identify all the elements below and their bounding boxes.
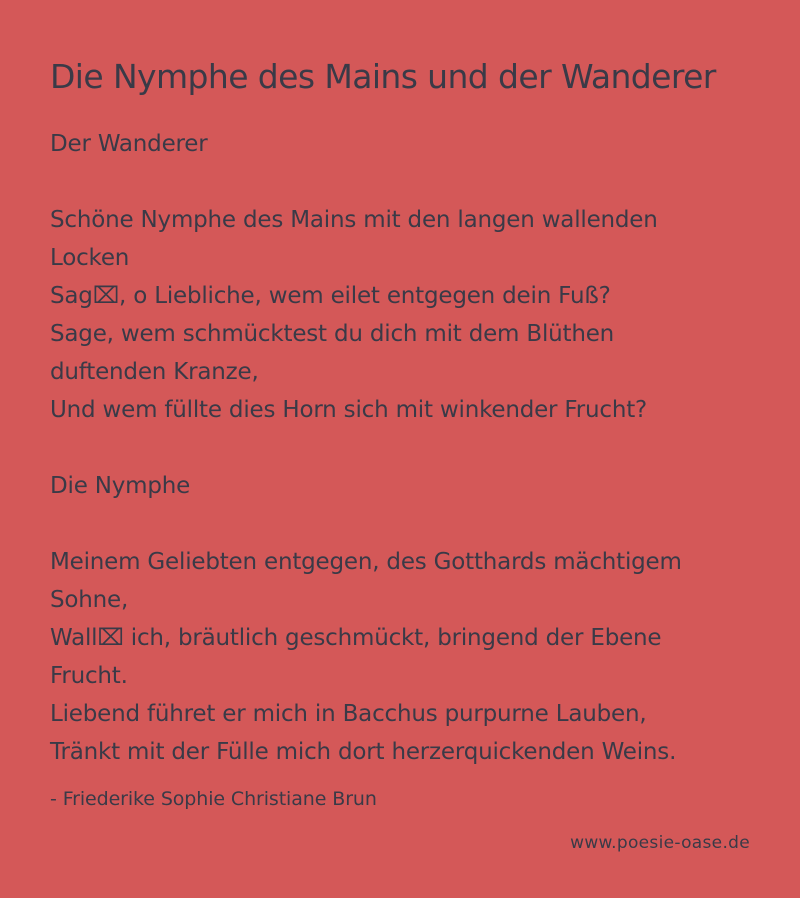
- poem-author: - Friederike Sophie Christiane Brun: [50, 788, 377, 810]
- poem-line: Tränkt mit der Fülle mich dort herzerquickenden Weins.: [50, 739, 677, 765]
- stanza-spacer: [50, 505, 770, 543]
- speaker-label: Die Nymphe: [50, 473, 191, 499]
- poem-line: Schöne Nymphe des Mains mit den langen wallenden: [50, 207, 658, 233]
- poem-line: Sohne,: [50, 587, 129, 613]
- website-link[interactable]: www.poesie-oase.de: [570, 833, 750, 853]
- poem-line: Locken: [50, 245, 130, 271]
- poem-body: [50, 125, 770, 771]
- poem-line: Liebend führet er mich in Bacchus purpurne Lauben,: [50, 701, 647, 727]
- stanza-spacer: [50, 429, 770, 467]
- stanza-spacer: [50, 163, 770, 201]
- poem-line: Meinem Geliebten entgegen, des Gotthards mächtigem: [50, 549, 682, 575]
- poem-line: Sage, wem schmücktest du dich mit dem Blüthen: [50, 321, 615, 347]
- poem-line: Frucht.: [50, 663, 128, 689]
- poem-line: Und wem füllte dies Horn sich mit winkender Frucht?: [50, 397, 648, 423]
- poem-line: Wall⌧ ich, bräutlich geschmückt, bringend der Ebene: [50, 625, 662, 651]
- speaker-label: Der Wanderer: [50, 131, 208, 157]
- poem-line: duftenden Kranze,: [50, 359, 259, 385]
- poem-line: Sag⌧, o Liebliche, wem eilet entgegen dein Fuß?: [50, 283, 611, 309]
- poem-title: Die Nymphe des Mains und der Wanderer: [50, 57, 716, 96]
